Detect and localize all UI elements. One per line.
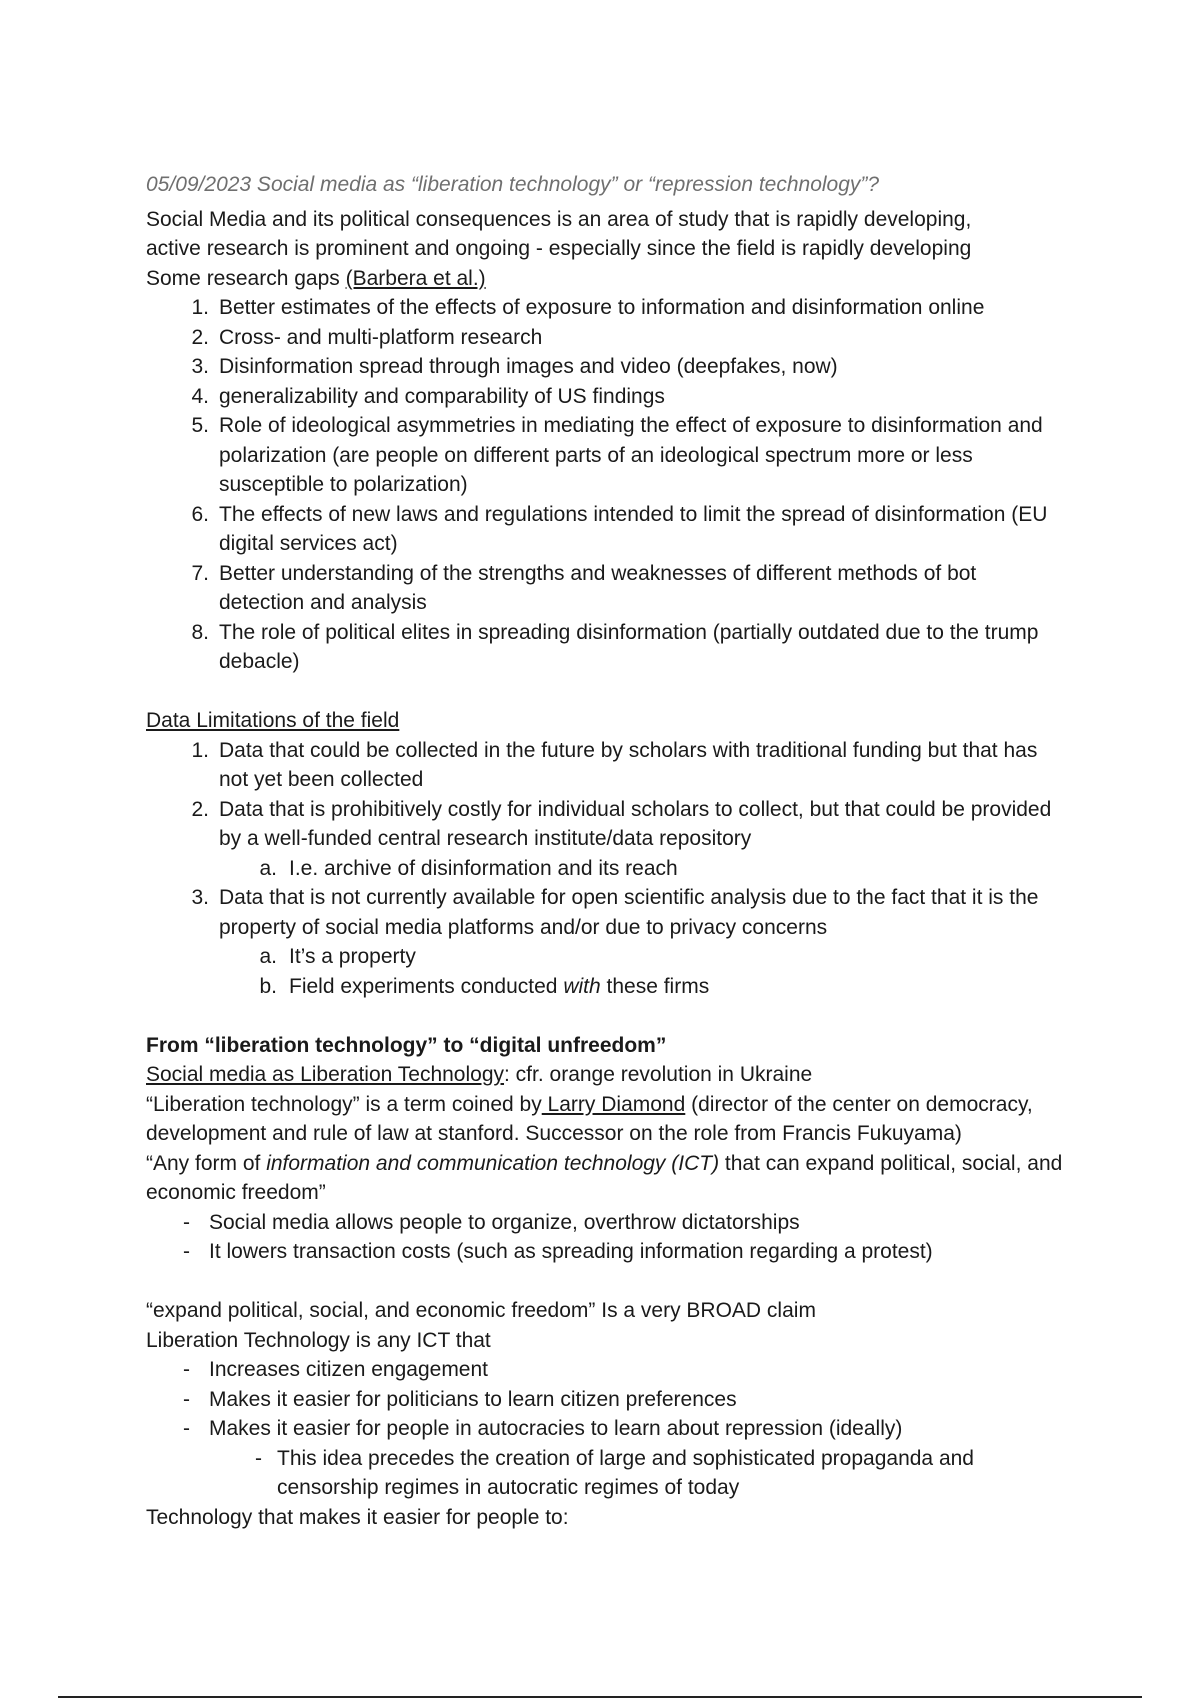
bullet-dash: - xyxy=(255,1446,262,1470)
page-bottom-rule xyxy=(58,1696,1142,1698)
list-item-text: Better understanding of the strengths and weaknesses of different methods of bot detection and analysis xyxy=(219,561,977,614)
text-fragment: (director of the center on democracy, development and rule of law at stanford. Successor on the role from Francis Fukuyama) xyxy=(146,1092,1033,1145)
bullet-text: Makes it easier for politicians to learn citizen preferences xyxy=(209,1387,737,1411)
intro-line-1: Social Media and its political consequences is an area of study that is rapidly developing, xyxy=(146,207,972,231)
list-item-text: Data that could be collected in the future by scholars with traditional funding but that has not yet been collected xyxy=(219,738,1038,791)
term-coined-paragraph xyxy=(146,1090,1066,1149)
list-item-text: Data that is not currently available for open scientific analysis due to the fact that it is the property of social media platforms and/or due to privacy concerns xyxy=(219,886,1039,939)
bullet-dash: - xyxy=(183,1210,190,1234)
list-item-text: I.e. archive of disinformation and its reach xyxy=(289,856,678,880)
bullet-dash: - xyxy=(183,1240,190,1263)
list-item-text: Role of ideological asymmetries in mediating the effect of exposure to disinformation and polarization (are people on different parts of an ideological spectrum more or less susceptible to polarization) xyxy=(219,414,1043,496)
list-letter: a. xyxy=(259,856,277,880)
ict-bullets xyxy=(146,1355,1066,1503)
bullet-text: This idea precedes the creation of large and sophisticated propaganda and censorship regimes in autocratic regimes of today xyxy=(277,1446,974,1499)
list-letter: b. xyxy=(259,974,277,998)
liberation-technology-line xyxy=(146,1060,1066,1090)
list-item-text: Cross- and multi-platform research xyxy=(219,325,543,349)
list-item xyxy=(146,293,1066,323)
list-item-text: The effects of new laws and regulations intended to limit the spread of disinformation (EU digital services act) xyxy=(219,502,1048,555)
paragraph-gap xyxy=(146,1001,1066,1031)
list-item-text: Better estimates of the effects of exposure to information and disinformation online xyxy=(219,296,985,319)
larry-diamond-link[interactable]: Larry Diamond xyxy=(541,1092,686,1116)
broad-claim-line: “expand political, social, and economic freedom” Is a very BROAD claim xyxy=(146,1299,816,1322)
section-title: From “liberation technology” to “digital unfreedom” xyxy=(146,1033,667,1057)
bullet-item xyxy=(146,1414,1066,1444)
list-item xyxy=(146,411,1066,500)
list-number: 8. xyxy=(191,620,209,644)
list-number: 3. xyxy=(191,355,209,378)
list-item xyxy=(146,883,1066,942)
data-limitations-list xyxy=(146,736,1066,1002)
list-number: 2. xyxy=(191,325,209,349)
list-item-text: generalizability and comparability of US findings xyxy=(219,384,665,408)
text-fragment: these firms xyxy=(600,974,710,998)
list-item-text: Data that is prohibitively costly for individual scholars to collect, but that could be provided by a well-funded central research institute/data repository xyxy=(219,797,1052,850)
list-item xyxy=(146,352,1066,382)
list-item-text: The role of political elites in spreading disinformation (partially outdated due to the trump debacle) xyxy=(219,620,1039,673)
sub-list-item xyxy=(146,854,1066,884)
list-item xyxy=(146,323,1066,353)
bullet-text: Increases citizen engagement xyxy=(209,1358,488,1381)
list-number: 6. xyxy=(191,502,209,526)
bullet-text: Makes it easier for people in autocracies to learn about repression (ideally) xyxy=(209,1417,903,1440)
note-heading: 05/09/2023 Social media as “liberation technology” or “repression technology”? xyxy=(146,173,880,196)
bullet-dash: - xyxy=(183,1417,190,1440)
text-fragment: Field experiments conducted xyxy=(289,974,564,998)
list-item xyxy=(146,618,1066,677)
list-number: 7. xyxy=(191,561,209,585)
list-item xyxy=(146,500,1066,559)
paragraph-gap xyxy=(146,1267,1066,1297)
emphasis-text: with xyxy=(563,974,601,998)
list-number: 1. xyxy=(191,296,209,319)
intro-line-2: active research is prominent and ongoing - especially since the field is rapidly developing xyxy=(146,237,972,260)
text-fragment: “Liberation technology” is a term coined by xyxy=(146,1092,542,1116)
list-item xyxy=(146,559,1066,618)
liberation-bullets xyxy=(146,1208,1066,1267)
list-item xyxy=(146,736,1066,795)
list-number: 3. xyxy=(191,886,209,909)
sub-list-item xyxy=(146,942,1066,972)
list-item xyxy=(146,382,1066,412)
definition-paragraph xyxy=(146,1149,1066,1208)
list-item-text: Disinformation spread through images and video (deepfakes, now) xyxy=(219,355,838,378)
list-item-text xyxy=(289,972,709,1002)
list-number: 4. xyxy=(191,384,209,408)
barbera-reference-link[interactable]: (Barbera et al.) xyxy=(345,266,486,290)
bullet-text: It lowers transaction costs (such as spreading information regarding a protest) xyxy=(209,1240,933,1263)
research-gaps-list xyxy=(146,293,1066,677)
list-item-text: It’s a property xyxy=(289,945,416,968)
bullet-item xyxy=(146,1237,1066,1267)
lt-is-line: Liberation Technology is any ICT that xyxy=(146,1328,491,1352)
final-line: Technology that makes it easier for people to: xyxy=(146,1505,569,1529)
paragraph-gap xyxy=(146,677,1066,707)
bullet-dash: - xyxy=(183,1358,190,1381)
bullet-item xyxy=(146,1355,1066,1385)
research-gaps-label: Some research gaps xyxy=(146,266,346,290)
text-fragment: : cfr. orange revolution in Ukraine xyxy=(504,1063,813,1086)
bullet-text: Social media allows people to organize, overthrow dictatorships xyxy=(209,1210,800,1234)
list-number: 1. xyxy=(191,738,209,762)
bullet-item xyxy=(146,1385,1066,1415)
text-fragment: “Any form of xyxy=(146,1151,267,1175)
list-item xyxy=(146,795,1066,854)
sub-list-item xyxy=(146,972,1066,1002)
document-page xyxy=(146,170,1066,1532)
emphasis-text: information and communication technology (ICT) xyxy=(266,1151,720,1175)
research-gaps-line xyxy=(146,264,1066,294)
bullet-item xyxy=(146,1208,1066,1238)
list-letter: a. xyxy=(259,945,277,968)
sub-bullet-item xyxy=(146,1444,1066,1503)
bullet-dash: - xyxy=(183,1387,190,1411)
list-number: 5. xyxy=(191,414,209,437)
data-limitations-title: Data Limitations of the field xyxy=(146,709,400,732)
list-number: 2. xyxy=(191,797,209,821)
liberation-technology-label: Social media as Liberation Technology xyxy=(146,1063,505,1086)
text-fragment: that can expand political, social, and economic freedom” xyxy=(146,1151,1063,1204)
